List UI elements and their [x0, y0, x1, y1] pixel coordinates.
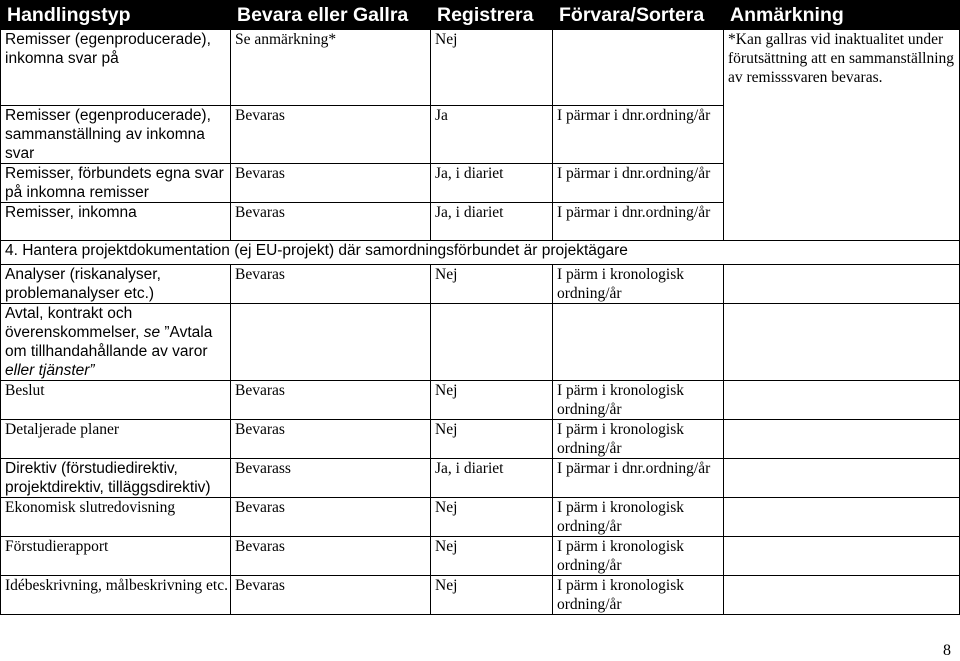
cell-handlingstyp: Analyser (riskanalyser, problemanalyser etc.) — [1, 265, 231, 304]
cell-handlingstyp: Remisser, inkomna — [1, 203, 231, 241]
cell-handlingstyp: Detaljerade planer — [1, 420, 231, 459]
cell-registrera: Nej — [431, 537, 553, 576]
cell-bevara: Bevaras — [231, 203, 431, 241]
section-title: 4. Hantera projektdokumentation (ej EU-projekt) där samordningsförbundet är projektägare — [1, 241, 960, 265]
cell-anmarkning: *Kan gallras vid inaktualitet under förutsättning att en sammanställning av remisssvaren bevaras. — [724, 30, 960, 241]
cell-registrera: Nej — [431, 576, 553, 615]
header-forvara-sortera: Förvara/Sortera — [553, 1, 724, 30]
cell-bevara: Bevarass — [231, 459, 431, 498]
cell-forvara: I pärm i kronologisk ordning/år — [553, 576, 724, 615]
cell-anmarkning — [724, 381, 960, 420]
type-text-se: se — [143, 324, 165, 341]
cell-forvara: I pärm i kronologisk ordning/år — [553, 498, 724, 537]
cell-bevara: Bevaras — [231, 164, 431, 203]
table-row — [1, 576, 960, 615]
cell-registrera: Nej — [431, 420, 553, 459]
cell-registrera: Ja, i diariet — [431, 459, 553, 498]
header-bevara-eller-gallra: Bevara eller Gallra — [231, 1, 431, 30]
header-handlingstyp: Handlingstyp — [1, 1, 231, 30]
cell-forvara — [553, 304, 724, 381]
type-text-ref: ”Avtala om tillhandahållande av varor — [5, 324, 213, 360]
cell-registrera: Ja, i diariet — [431, 203, 553, 241]
cell-forvara: I pärm i kronologisk ordning/år — [553, 420, 724, 459]
header-registrera: Registrera — [431, 1, 553, 30]
page-number: 8 — [943, 642, 951, 659]
cell-registrera: Nej — [431, 498, 553, 537]
cell-anmarkning — [724, 537, 960, 576]
cell-registrera: Nej — [431, 30, 553, 106]
cell-registrera: Ja, i diariet — [431, 164, 553, 203]
cell-handlingstyp: Remisser (egenproducerade), inkomna svar på — [1, 30, 231, 106]
type-text-ref-italic: eller tjänster” — [5, 362, 95, 379]
cell-forvara: I pärm i kronologisk ordning/år — [553, 537, 724, 576]
cell-forvara — [553, 30, 724, 106]
cell-forvara: I pärmar i dnr.ordning/år — [553, 106, 724, 164]
table-row — [1, 265, 960, 304]
cell-anmarkning — [724, 498, 960, 537]
table-row — [1, 30, 960, 106]
table-row — [1, 498, 960, 537]
cell-handlingstyp: Förstudierapport — [1, 537, 231, 576]
cell-handlingstyp: Idébeskrivning, målbeskrivning etc. — [1, 576, 231, 615]
cell-registrera — [431, 304, 553, 381]
cell-forvara: I pärm i kronologisk ordning/år — [553, 381, 724, 420]
cell-anmarkning — [724, 459, 960, 498]
cell-anmarkning — [724, 420, 960, 459]
cell-bevara: Bevaras — [231, 576, 431, 615]
cell-registrera: Nej — [431, 265, 553, 304]
cell-bevara: Se anmärkning* — [231, 30, 431, 106]
cell-anmarkning — [724, 576, 960, 615]
cell-handlingstyp: Ekonomisk slutredovisning — [1, 498, 231, 537]
cell-forvara: I pärmar i dnr.ordning/år — [553, 203, 724, 241]
section-row — [1, 241, 960, 265]
cell-bevara: Bevaras — [231, 420, 431, 459]
table-row — [1, 304, 960, 381]
table-row — [1, 459, 960, 498]
cell-bevara: Bevaras — [231, 265, 431, 304]
cell-handlingstyp: Beslut — [1, 381, 231, 420]
cell-handlingstyp: Direktiv (förstudiedirektiv, projektdirektiv, tilläggsdirektiv) — [1, 459, 231, 498]
cell-anmarkning — [724, 265, 960, 304]
type-text: Avtal, kontrakt och överenskommelser, — [5, 305, 144, 341]
cell-handlingstyp: Remisser (egenproducerade), sammanställning av inkomna svar — [1, 106, 231, 164]
table-row — [1, 420, 960, 459]
cell-forvara: I pärm i kronologisk ordning/år — [553, 265, 724, 304]
cell-bevara: Bevaras — [231, 537, 431, 576]
cell-registrera: Nej — [431, 381, 553, 420]
cell-registrera: Ja — [431, 106, 553, 164]
table-row — [1, 537, 960, 576]
table-row — [1, 381, 960, 420]
cell-handlingstyp: Remisser, förbundets egna svar på inkomna remisser — [1, 164, 231, 203]
header-anmarkning: Anmärkning — [724, 1, 960, 30]
cell-bevara: Bevaras — [231, 381, 431, 420]
cell-handlingstyp — [1, 304, 231, 381]
cell-bevara: Bevaras — [231, 106, 431, 164]
cell-forvara: I pärmar i dnr.ordning/år — [553, 459, 724, 498]
header-row — [1, 1, 960, 30]
cell-bevara: Bevaras — [231, 498, 431, 537]
cell-forvara: I pärmar i dnr.ordning/år — [553, 164, 724, 203]
cell-bevara — [231, 304, 431, 381]
cell-anmarkning — [724, 304, 960, 381]
